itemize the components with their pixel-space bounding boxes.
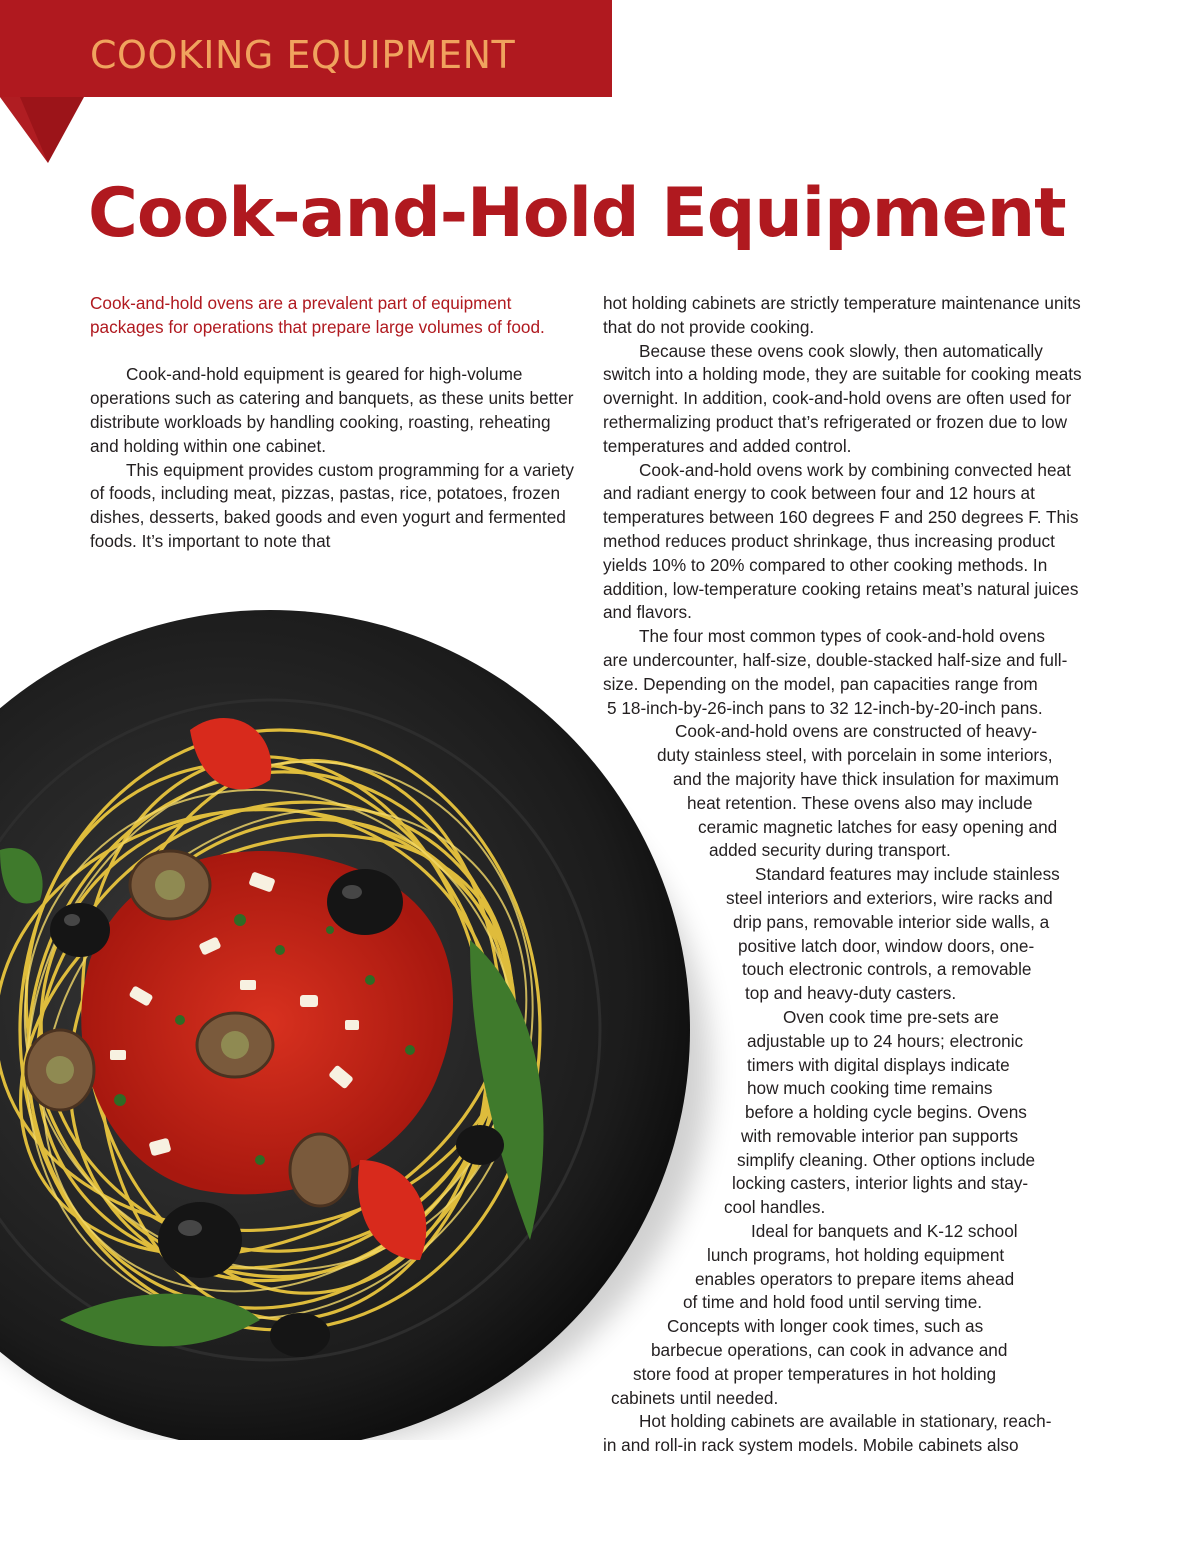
text-line: simplify cleaning. Other options include xyxy=(737,1149,1036,1170)
body-paragraph xyxy=(603,625,1095,720)
text-line: duty stainless steel, with porcelain in some interiors, xyxy=(657,745,1053,766)
body-paragraph xyxy=(603,863,1095,1006)
text-line: Concepts with longer cook times, such as xyxy=(667,1316,984,1337)
text-line: with removable interior pan supports xyxy=(741,1125,1019,1146)
text-line: cabinets until needed. xyxy=(611,1387,779,1408)
right-column xyxy=(603,292,1095,1458)
text-line: timers with digital displays indicate xyxy=(747,1054,1010,1075)
left-column xyxy=(90,292,578,554)
text-line: ceramic magnetic latches for easy opening and xyxy=(698,816,1058,837)
body-paragraph xyxy=(603,720,1095,863)
text-line: locking casters, interior lights and stay- xyxy=(732,1173,1029,1194)
text-line: are undercounter, half-size, double-stacked half-size and full- xyxy=(603,649,1068,670)
text-line: enables operators to prepare items ahead xyxy=(695,1268,1015,1289)
text-line: added security during transport. xyxy=(709,840,951,861)
text-line: barbecue operations, can cook in advance and xyxy=(651,1340,1008,1361)
text-line: Standard features may include stainless xyxy=(755,864,1060,885)
text-line: lunch programs, hot holding equipment xyxy=(707,1244,1005,1265)
body-paragraph: hot holding cabinets are strictly temperature maintenance units that do not provide cooking. xyxy=(603,293,1081,337)
text-line: cool handles. xyxy=(724,1197,826,1218)
text-line: Hot holding cabinets are available in stationary, reach- xyxy=(639,1411,1052,1432)
text-line: of time and hold food until serving time. xyxy=(683,1292,983,1313)
text-line: steel interiors and exteriors, wire racks and xyxy=(726,887,1053,908)
section-label: COOKING EQUIPMENT xyxy=(90,33,516,77)
body-paragraph: Cook-and-hold equipment is geared for high-volume operations such as catering and banquets, as these units better distribute workloads by handling cooking, roasting, reheating and holding within one cabinet. xyxy=(90,364,574,456)
text-line: and the majority have thick insulation for maximum xyxy=(673,768,1059,789)
text-line: top and heavy-duty casters. xyxy=(745,983,957,1004)
text-line: Cook-and-hold ovens are constructed of heavy- xyxy=(675,721,1038,742)
text-line: in and roll-in rack system models. Mobile cabinets also xyxy=(603,1435,1019,1456)
text-line: how much cooking time remains xyxy=(747,1078,993,1099)
text-line: Oven cook time pre-sets are xyxy=(783,1006,999,1027)
text-line: before a holding cycle begins. Ovens xyxy=(745,1102,1027,1123)
text-line: adjustable up to 24 hours; electronic xyxy=(747,1030,1024,1051)
intro-paragraph: Cook-and-hold ovens are a prevalent part of equipment packages for operations that prepare large volumes of food. xyxy=(90,293,545,337)
body-paragraph xyxy=(603,1410,1095,1458)
body-paragraph: Cook-and-hold ovens work by combining convected heat and radiant energy to cook between four and 12 hours at temperatures between 160 degrees F and 250 degrees F. This method reduces product shrinkage, thus increasing product yields 10% to 20% compared to other cooking methods. In addition, low-temperature cooking retains meat’s natural juices and flavors. xyxy=(603,459,1079,623)
body-paragraph: Because these ovens cook slowly, then automatically switch into a holding mode, they are suitable for cooking meats overnight. In addition, cook-and-hold ovens are often used for rethermalizing product that’s refrigerated or frozen due to low temperatures and added control. xyxy=(603,340,1082,456)
text-line: The four most common types of cook-and-hold ovens xyxy=(639,626,1046,647)
text-line: drip pans, removable interior side walls, a xyxy=(733,911,1050,932)
page-title: Cook-and-Hold Equipment xyxy=(88,174,1066,253)
banner-tab-shape xyxy=(0,97,84,163)
text-line: store food at proper temperatures in hot holding xyxy=(633,1363,997,1384)
text-line: touch electronic controls, a removable xyxy=(742,959,1032,980)
text-line: positive latch door, window doors, one- xyxy=(738,935,1035,956)
section-banner xyxy=(0,0,612,97)
body-paragraph xyxy=(603,1220,1095,1410)
text-line: 5 18-inch-by-26-inch pans to 32 12-inch-by-20-inch pans. xyxy=(607,697,1043,718)
body-paragraph: This equipment provides custom programming for a variety of foods, including meat, pizzas, pastas, rice, potatoes, frozen dishes, desserts, baked goods and even yogurt and fermented foods. It’s important to note that xyxy=(90,459,575,551)
body-paragraph xyxy=(603,1006,1095,1220)
text-line: size. Depending on the model, pan capacities range from xyxy=(603,673,1038,694)
text-line: Ideal for banquets and K-12 school xyxy=(751,1221,1018,1242)
text-line: heat retention. These ovens also may include xyxy=(687,792,1033,813)
